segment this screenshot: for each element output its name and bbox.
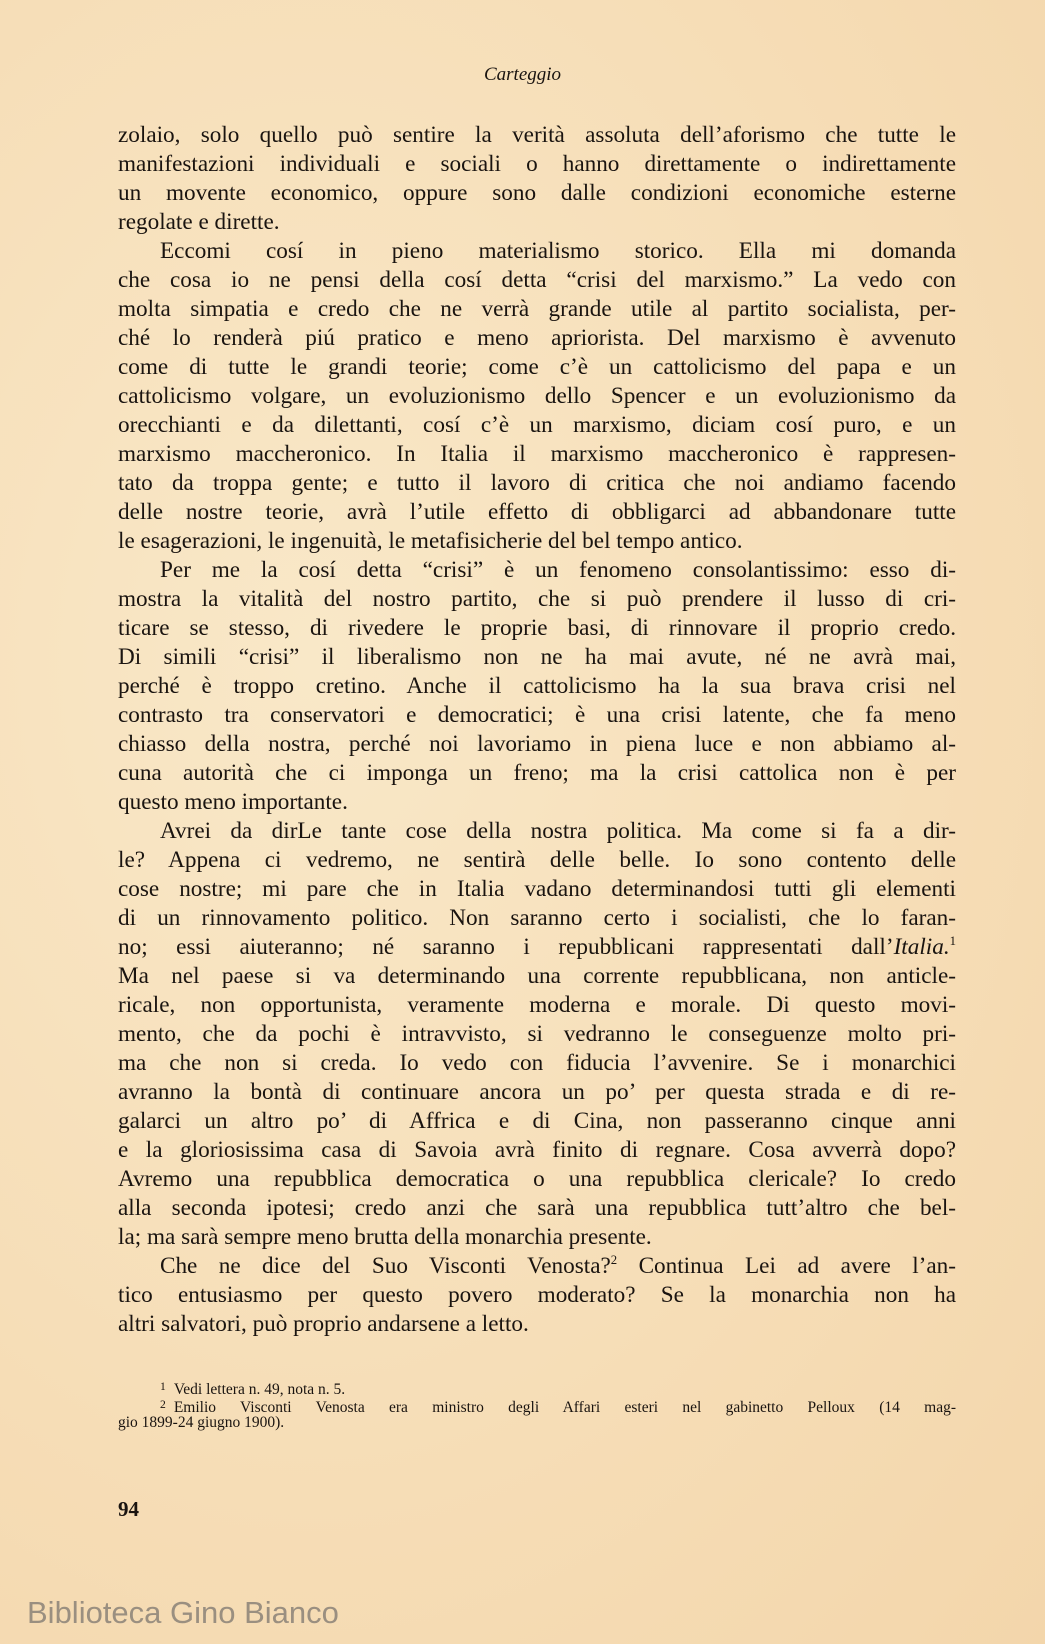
text-line: e la gloriosissima casa di Savoia avrà finito di regnare. Cosa avverrà dopo? (118, 1137, 956, 1163)
text-line: manifestazioni individuali e sociali o hanno direttamente o indirettamente (118, 151, 956, 177)
body-text (118, 121, 956, 1339)
text-line: questo meno importante. (118, 789, 348, 815)
text-line: Di simili “crisi” il liberalismo non ne ha mai avute, né ne avrà mai, (118, 644, 956, 670)
text-line: alla seconda ipotesi; credo anzi che sarà una repubblica tutt’altro che bel- (118, 1195, 956, 1221)
text-line (118, 1252, 956, 1281)
footnote-2 (118, 1396, 956, 1417)
text-line: delle nostre teorie, avrà l’utile effetto di obbligarci ad abbandonare tutte (118, 499, 956, 525)
text-line: zolaio, solo quello può sentire la verità assoluta dell’aforismo che tutte le (118, 122, 956, 148)
italic-title: Italia. (893, 934, 950, 960)
page-number: 94 (118, 1497, 139, 1521)
footnote-text: Vedi lettera n. 49, nota n. 5. (173, 1381, 346, 1399)
text-segment: no; essi aiuteranno; né saranno i repubblicani rappresentati dall’ (118, 934, 894, 960)
text-line: mento, che da pochi è intravvisto, si vedranno le conseguenze molto pri- (118, 1021, 956, 1047)
watermark: Biblioteca Gino Bianco (27, 1595, 339, 1630)
text-segment: Che ne dice del Suo Visconti Venosta? (160, 1253, 611, 1279)
footnote-mark: 1 (160, 1380, 166, 1393)
footnote-2-continuation: gio 1899-24 giugno 1900). (118, 1414, 285, 1431)
text-line: Avremo una repubblica democratica o una repubblica clericale? Io credo (118, 1166, 956, 1192)
text-line: le esagerazioni, le ingenuità, le metafisicherie del bel tempo antico. (118, 528, 743, 554)
text-line: che cosa io ne pensi della cosí detta “crisi del marxismo.” La vedo con (118, 267, 956, 293)
paragraph-2 (118, 237, 956, 556)
paragraph-3 (118, 556, 956, 817)
text-line: tato da troppa gente; e tutto il lavoro di critica che noi andiamo facendo (118, 470, 956, 496)
text-line: altri salvatori, può proprio andarsene a letto. (118, 1311, 529, 1337)
footnote-text: Emilio Visconti Venosta era ministro degli Affari esteri nel gabinetto Pelloux (14 mag- (173, 1399, 956, 1417)
text-line: contrasto tra conservatori e democratici; è una crisi latente, che fa meno (118, 702, 956, 728)
footnote-ref-2[interactable]: 2 (610, 1253, 618, 1268)
text-line: galarci un altro po’ di Affrica e di Cina, non passeranno cinque anni (118, 1108, 956, 1134)
text-line: Ma nel paese si va determinando una corrente repubblicana, non anticle- (118, 963, 956, 989)
text-line (118, 933, 956, 962)
paragraph-5 (118, 1252, 956, 1339)
text-line: orecchianti e da dilettanti, cosí c’è un marxismo, diciam cosí puro, e un (118, 412, 956, 438)
running-head: Carteggio (483, 64, 562, 85)
text-line: avranno la bontà di continuare ancora un po’ per questa strada e di re- (118, 1079, 956, 1105)
text-line: cattolicismo volgare, un evoluzionismo dello Spencer e un evoluzionismo da (118, 383, 956, 409)
text-line: perché è troppo cretino. Anche il cattolicismo ha la sua brava crisi nel (118, 673, 956, 699)
footnote-1 (118, 1378, 956, 1399)
text-line: un movente economico, oppure sono dalle condizioni economiche esterne (118, 180, 956, 206)
text-line: chiasso della nostra, perché noi lavoriamo in piena luce e non abbiamo al- (118, 731, 956, 757)
text-line: regolate e dirette. (118, 209, 280, 235)
text-line: ricale, non opportunista, veramente moderna e morale. Di questo movi- (118, 992, 956, 1018)
text-line: ticare se stesso, di rivedere le proprie basi, di rinnovare il proprio credo. (118, 615, 956, 641)
text-line: Avrei da dirLe tante cose della nostra politica. Ma come si fa a dir- (160, 818, 956, 844)
text-line: marxismo maccheronico. In Italia il marxismo maccheronico è rappresen- (118, 441, 956, 467)
text-segment: Continua Lei ad avere l’an- (617, 1253, 956, 1279)
text-line: ché lo renderà piú pratico e meno apriorista. Del marxismo è avvenuto (118, 325, 956, 351)
text-line: Eccomi cosí in pieno materialismo storico. Ella mi domanda (160, 238, 956, 264)
text-line: di un rinnovamento politico. Non saranno certo i socialisti, che lo faran- (118, 905, 956, 931)
text-line: ma che non si creda. Io vedo con fiducia l’avvenire. Se i monarchici (118, 1050, 956, 1076)
text-line: tico entusiasmo per questo povero moderato? Se la monarchia non ha (118, 1282, 956, 1308)
text-line: mostra la vitalità del nostro partito, che si può prendere il lusso di cri- (118, 586, 956, 612)
paragraph-4 (118, 817, 956, 1252)
text-line: la; ma sarà sempre meno brutta della monarchia presente. (118, 1224, 652, 1250)
footnote-mark: 2 (160, 1398, 166, 1411)
text-line: le? Appena ci vedremo, ne sentirà delle belle. Io sono contento delle (118, 847, 956, 873)
paragraph-1 (118, 121, 956, 237)
text-line: cose nostre; mi pare che in Italia vadano determinandosi tutti gli elementi (118, 876, 956, 902)
footnote-ref-1[interactable]: 1 (949, 934, 956, 949)
footnotes (118, 1378, 956, 1432)
text-line: cuna autorità che ci imponga un freno; ma la crisi cattolica non è per (118, 760, 956, 786)
text-line: come di tutte le grandi teorie; come c’è un cattolicismo del papa e un (118, 354, 956, 380)
text-line: Per me la cosí detta “crisi” è un fenomeno consolantissimo: esso di- (160, 557, 956, 583)
text-line: molta simpatia e credo che ne verrà grande utile al partito socialista, per- (118, 296, 956, 322)
